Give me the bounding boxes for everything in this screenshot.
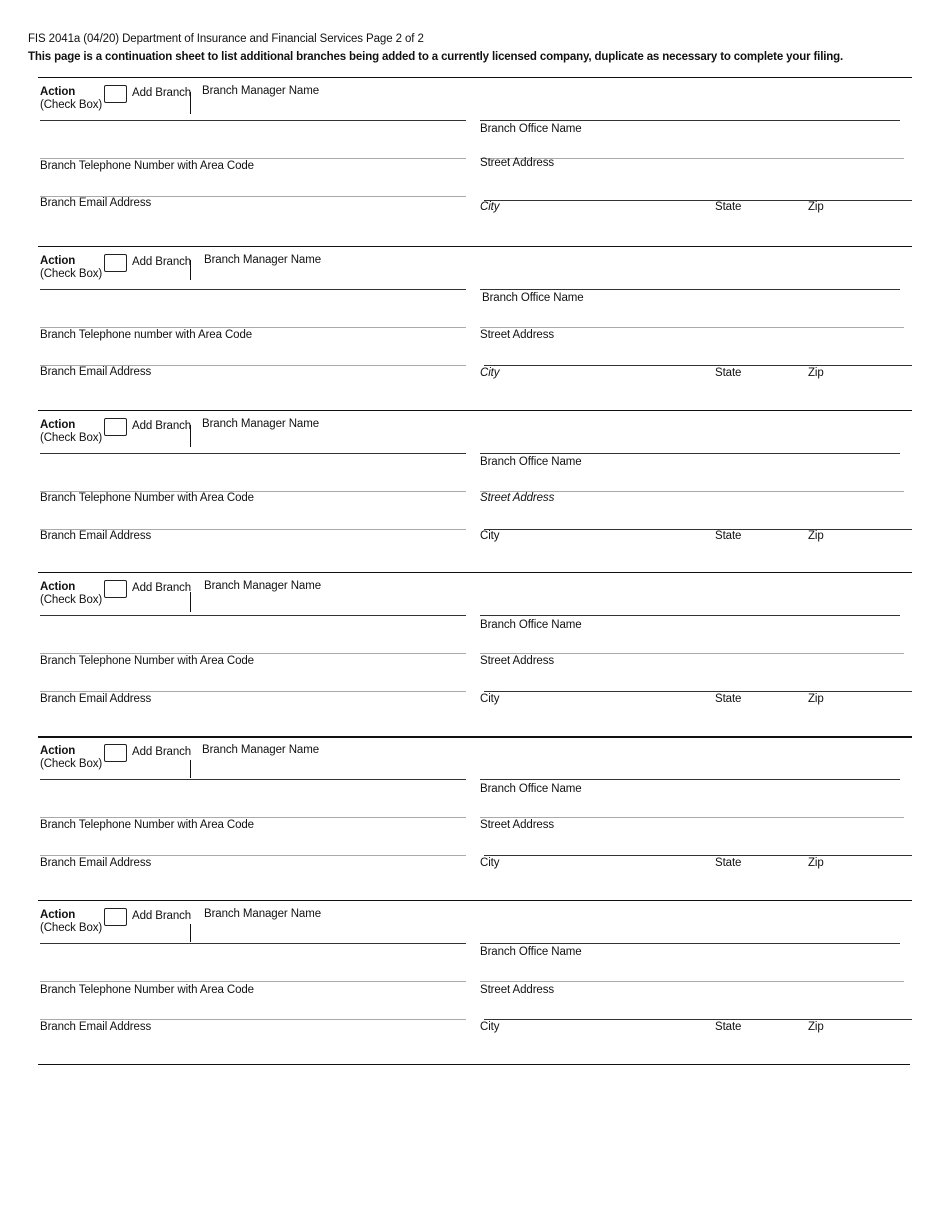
action-label: Action (40, 581, 76, 593)
action-label: Action (40, 909, 76, 921)
field-separator (190, 760, 191, 778)
branch-office-name-label: Branch Office Name (480, 619, 582, 631)
add-branch-label: Add Branch (132, 256, 192, 268)
branch-office-name-label: Branch Office Name (482, 292, 584, 304)
add-branch-label: Add Branch (132, 420, 192, 432)
branch-office-name-label: Branch Office Name (480, 123, 582, 135)
block-divider (38, 900, 912, 901)
branch-block-3 (0, 410, 950, 574)
action-label: Action (40, 86, 76, 98)
branch-office-name-label: Branch Office Name (480, 783, 582, 795)
branch-manager-name-field[interactable] (40, 943, 466, 962)
city-label: City (480, 530, 500, 542)
field-separator (190, 425, 191, 447)
add-branch-checkbox[interactable] (104, 85, 127, 103)
add-branch-checkbox[interactable] (104, 744, 127, 762)
zip-label: Zip (808, 857, 824, 869)
field-separator (190, 260, 191, 280)
action-label: Action (40, 419, 76, 431)
form-instructions: This page is a continuation sheet to list additional branches being added to a currently licensed company, duplicate as necessary to complete your filing. (28, 51, 844, 63)
city-label: City (480, 693, 500, 705)
city-state-zip-field[interactable] (484, 200, 912, 219)
state-label: State (715, 693, 742, 705)
add-branch-label: Add Branch (132, 746, 192, 758)
field-separator (190, 592, 191, 612)
branch-manager-name-label: Branch Manager Name (202, 418, 319, 430)
zip-label: Zip (808, 201, 824, 213)
zip-label: Zip (808, 693, 824, 705)
branch-block-4 (0, 572, 950, 736)
branch-telephone-label: Branch Telephone Number with Area Code (40, 655, 254, 667)
block-divider (38, 410, 912, 411)
city-state-zip-field[interactable] (484, 1019, 912, 1038)
state-label: State (715, 367, 742, 379)
check-box-hint: (Check Box) (40, 99, 103, 111)
zip-label: Zip (808, 530, 824, 542)
city-state-zip-field[interactable] (484, 365, 912, 384)
check-box-hint: (Check Box) (40, 758, 103, 770)
action-label: Action (40, 255, 76, 267)
add-branch-checkbox[interactable] (104, 908, 127, 926)
field-separator (190, 924, 191, 942)
state-label: State (715, 201, 742, 213)
branch-telephone-label: Branch Telephone Number with Area Code (40, 160, 254, 172)
branch-telephone-label: Branch Telephone Number with Area Code (40, 819, 254, 831)
zip-label: Zip (808, 367, 824, 379)
branch-email-label: Branch Email Address (40, 1021, 152, 1033)
block-divider (38, 246, 912, 247)
check-box-hint: (Check Box) (40, 922, 103, 934)
branch-telephone-label: Branch Telephone number with Area Code (40, 329, 253, 341)
add-branch-checkbox[interactable] (104, 418, 127, 436)
state-label: State (715, 857, 742, 869)
zip-label: Zip (808, 1021, 824, 1033)
branch-manager-name-label: Branch Manager Name (204, 254, 321, 266)
field-separator (190, 92, 191, 114)
branch-telephone-label: Branch Telephone Number with Area Code (40, 492, 254, 504)
city-state-zip-field[interactable] (484, 691, 912, 710)
city-state-zip-field[interactable] (484, 855, 912, 874)
branch-telephone-label: Branch Telephone Number with Area Code (40, 984, 254, 996)
state-label: State (715, 1021, 742, 1033)
add-branch-checkbox[interactable] (104, 580, 127, 598)
add-branch-label: Add Branch (132, 87, 192, 99)
check-box-hint: (Check Box) (40, 594, 103, 606)
branch-email-label: Branch Email Address (40, 530, 152, 542)
form-bottom-rule (38, 1064, 910, 1065)
city-label: City (480, 1021, 500, 1033)
branch-email-label: Branch Email Address (40, 857, 152, 869)
block-divider (38, 572, 912, 573)
branch-email-label: Branch Email Address (40, 693, 152, 705)
street-address-label: Street Address (480, 157, 555, 169)
street-address-label: Street Address (480, 819, 555, 831)
branch-block-1 (0, 77, 950, 241)
branch-email-label: Branch Email Address (40, 197, 152, 209)
city-label: City (480, 367, 500, 379)
branch-block-2 (0, 246, 950, 410)
street-address-label: Street Address (480, 492, 555, 504)
city-state-zip-field[interactable] (484, 529, 912, 548)
branch-block-6 (0, 900, 950, 1064)
branch-manager-name-label: Branch Manager Name (204, 580, 321, 592)
street-address-label: Street Address (480, 655, 555, 667)
branch-manager-name-label: Branch Manager Name (202, 744, 319, 756)
branch-office-name-label: Branch Office Name (480, 946, 582, 958)
branch-block-5 (0, 736, 950, 900)
branch-manager-name-field[interactable] (40, 120, 466, 139)
city-label: City (480, 201, 500, 213)
check-box-hint: (Check Box) (40, 432, 103, 444)
state-label: State (715, 530, 742, 542)
action-label: Action (40, 745, 76, 757)
branch-email-label: Branch Email Address (40, 366, 152, 378)
branch-manager-name-field[interactable] (40, 615, 466, 634)
add-branch-label: Add Branch (132, 910, 192, 922)
branch-manager-name-label: Branch Manager Name (202, 85, 319, 97)
block-divider (38, 736, 912, 738)
street-address-label: Street Address (480, 984, 555, 996)
branch-manager-name-field[interactable] (40, 453, 466, 472)
branch-office-name-label: Branch Office Name (480, 456, 582, 468)
branch-manager-name-field[interactable] (40, 289, 466, 308)
street-address-label: Street Address (480, 329, 555, 341)
form-info: FIS 2041a (04/20) Department of Insurance and Financial Services Page 2 of 2 (28, 33, 424, 45)
branch-manager-name-field[interactable] (40, 779, 466, 798)
city-label: City (480, 857, 500, 869)
check-box-hint: (Check Box) (40, 268, 103, 280)
add-branch-label: Add Branch (132, 582, 192, 594)
branch-manager-name-label: Branch Manager Name (204, 908, 321, 920)
add-branch-checkbox[interactable] (104, 254, 127, 272)
block-divider (38, 77, 912, 78)
